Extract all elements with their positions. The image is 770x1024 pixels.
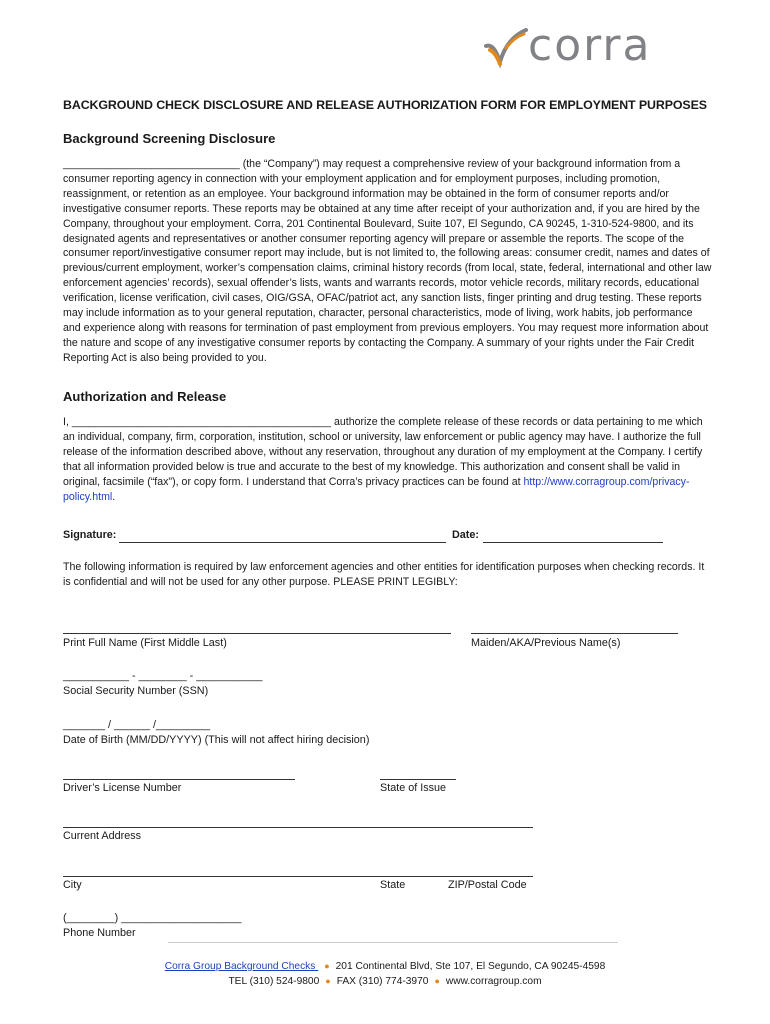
bullet-icon: ●: [324, 961, 330, 971]
company-blank[interactable]: ______________________________: [63, 158, 240, 170]
footer-tel: TEL (310) 524-9800: [228, 976, 320, 987]
logo-wordmark: corra: [528, 20, 652, 71]
state-of-issue-field[interactable]: [380, 779, 456, 780]
date-field[interactable]: [483, 542, 663, 543]
full-name-label: Print Full Name (First Middle Last): [63, 637, 227, 649]
authorization-paragraph: [63, 415, 713, 504]
footer-divider: [168, 942, 618, 943]
authorization-body: authorize the complete release of these records or data pertaining to me which an individual, company, firm, corporation, institution, school or university, law enforcement or public agency may have. I authorize the full release of the information described above, without any reservation, throughout any duration of my employment at the Company. I certify that all information provided below is true and accurate to the best of my knowledge. This authorization and consent shall be valid in original, facsimile (“fax"), or copy form. I understand that Corra’s privacy practices can be found at: [63, 416, 703, 488]
link-suffix: .: [112, 490, 116, 503]
disclosure-body: (the “Company”) may request a comprehensive review of your background information from a consumer reporting agency in connection with your employment application and for employment purposes, including promotion, reassignment, or retention as an employee. Your background information may be obtained in the form of consumer reports and/or investigative consumer reports. These reports may be obtained at any time after receipt of your authorization and, if you are hired by the Company, throughout your employment. Corra, 201 Continental Boulevard, Suite 107, El Segundo, CA 90245, 1-310-524-9800, and its designated agents and representatives or another consumer reporting agency will prepare or assemble the reports. The scope of the consumer report/investigative consumer report may include, but is not limited to, the following areas: consumer credit, names and dates of previous/current employment, worker’s compensation claims, criminal history records (from local, state, federal, international and other law enforcement agencies’ records), sexual offender’s lists, wants and warrants records, motor vehicle records, military records, educational verification, license verification, civil cases, OIG/GSA, OFAC/patriot act, any sanction lists, finger printing and drug testing. These reports may include information as to your general reputation, character, personal characteristics, mode of living, work habits, job performance and experience along with reasons for termination of past employment from previous employers. You may request more information about the nature and scope of any investigative consumer reports by contacting the Company. A summary of your rights under the Fair Credit Reporting Act is also being provided to you.: [63, 158, 712, 364]
state-label: State: [380, 879, 406, 891]
corra-group-link[interactable]: Corra Group Background Checks: [164, 961, 319, 972]
ssn-label: Social Security Number (SSN): [63, 685, 209, 697]
maiden-name-field[interactable]: [471, 633, 678, 634]
authorizer-name-blank[interactable]: I, ____________________________________________: [63, 416, 332, 428]
license-label: Driver’s License Number: [63, 782, 182, 794]
footer-web: www.corragroup.com: [445, 976, 542, 987]
info-note: The following information is required by law enforcement agencies and other entities for identification purposes when checking records. It is confidential and will not be used for any other purpose. PLEASE PRINT LEGIBLY:: [63, 561, 705, 588]
footer-address: 201 Continental Blvd, Ste 107, El Segundo, CA 90245-4598: [335, 961, 606, 972]
phone-field[interactable]: (________) ____________________: [63, 912, 242, 924]
city-state-zip-field[interactable]: [63, 876, 533, 877]
phone-label: Phone Number: [63, 927, 136, 939]
maiden-name-label: Maiden/AKA/Previous Name(s): [471, 637, 621, 649]
authorization-heading: Authorization and Release: [63, 389, 227, 404]
bullet-icon: ●: [434, 976, 440, 986]
state-of-issue-label: State of Issue: [380, 782, 447, 794]
date-label: Date:: [452, 529, 479, 541]
dob-label: Date of Birth (MM/DD/YYYY) (This will not affect hiring decision): [63, 734, 370, 746]
disclosure-paragraph: [63, 157, 713, 366]
signature-label: Signature:: [63, 529, 117, 541]
bullet-icon: ●: [325, 976, 331, 986]
full-name-field[interactable]: [63, 633, 451, 634]
address-field[interactable]: [63, 827, 533, 828]
dob-field[interactable]: _______ / ______ /_________: [63, 719, 211, 731]
footer-line-1: [0, 961, 770, 972]
document-title: BACKGROUND CHECK DISCLOSURE AND RELEASE AUTHORIZATION FORM FOR EMPLOYMENT PURPOSES: [63, 98, 707, 112]
license-field[interactable]: [63, 779, 295, 780]
signature-field[interactable]: [119, 542, 446, 543]
disclosure-heading: Background Screening Disclosure: [63, 131, 276, 146]
corra-logo: [482, 20, 712, 76]
footer-fax: FAX (310) 774-3970: [336, 976, 429, 987]
city-label: City: [63, 879, 82, 891]
privacy-policy-link[interactable]: http://www.corragroup.com/privacy-policy.html: [63, 475, 690, 503]
zip-label: ZIP/Postal Code: [448, 879, 527, 891]
ssn-field[interactable]: ___________ - ________ - ___________: [63, 670, 263, 682]
address-label: Current Address: [63, 830, 142, 842]
footer-line-2: [0, 976, 770, 987]
checkmark-logo-icon: [482, 26, 532, 76]
